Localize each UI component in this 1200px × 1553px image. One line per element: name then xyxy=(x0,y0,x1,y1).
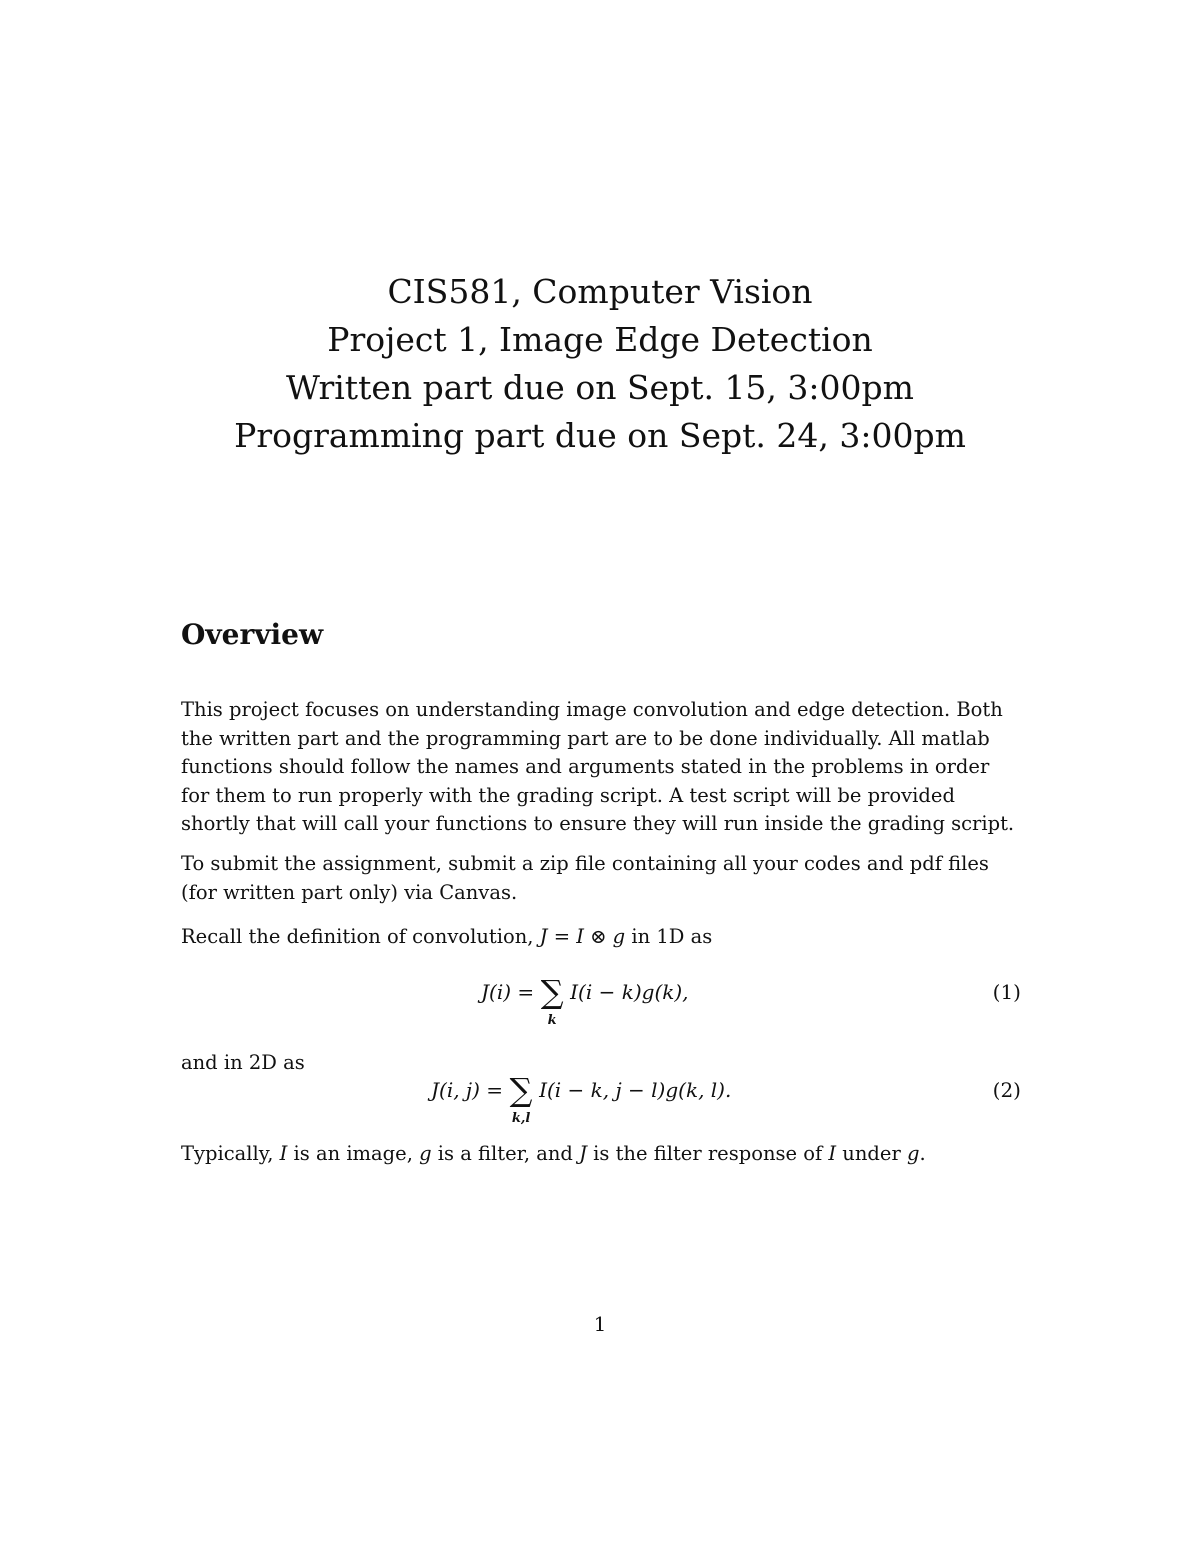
equation-1d-lhs: J(i) = xyxy=(481,980,535,1004)
title-course: CIS581, Computer Vision xyxy=(387,272,813,311)
convolution-intro xyxy=(181,923,1021,952)
page-number: 1 xyxy=(593,1312,607,1336)
title-written-due: Written part due on Sept. 15, 3:00pm xyxy=(286,368,914,407)
equation-2d xyxy=(181,1068,1021,1128)
equation-2d-rhs: I(i − k, j − l)g(k, l). xyxy=(539,1078,732,1102)
convolution-intro-suffix: in 1D as xyxy=(625,925,713,948)
equation-2d-lhs: J(i, j) = xyxy=(431,1078,504,1102)
summation-index: k xyxy=(547,1013,557,1028)
convolution-intro-text: Recall the definition of convolution, xyxy=(181,925,540,948)
overview-heading: Overview xyxy=(181,618,324,651)
equation-number-1: (1) xyxy=(992,980,1021,1004)
summation-symbol: ∑ k xyxy=(534,970,570,1030)
equation-1d xyxy=(181,970,1021,1030)
convolution-2d-intro: and in 2D as xyxy=(181,1051,305,1074)
convolution-inline-math: J = I ⊗ g xyxy=(539,925,626,948)
title-project: Project 1, Image Edge Detection xyxy=(327,320,873,359)
document-title xyxy=(0,268,1200,460)
convolution-explanation: Typically, I is an image, g is a filter, and J is the filter response of I under g. xyxy=(181,1142,926,1165)
equation-1d-rhs: I(i − k)g(k), xyxy=(570,980,689,1004)
overview-paragraph-1: This project focuses on understanding image convolution and edge detection. Both the written part and the programming part are to be done individually. All matlab functions should follow the names and arguments stated in the problems in order for them to run properly with the grading script. A test script will be provided shortly that will call your functions to ensure they will run inside the grading script. xyxy=(181,698,1015,835)
summation-symbol: ∑ k,l xyxy=(503,1068,539,1128)
title-programming-due: Programming part due on Sept. 24, 3:00pm xyxy=(234,416,966,455)
equation-number-2: (2) xyxy=(992,1078,1021,1102)
summation-index: k,l xyxy=(511,1111,531,1126)
overview-paragraph-2: To submit the assignment, submit a zip file containing all your codes and pdf files (for written part only) via Canvas. xyxy=(181,852,989,904)
